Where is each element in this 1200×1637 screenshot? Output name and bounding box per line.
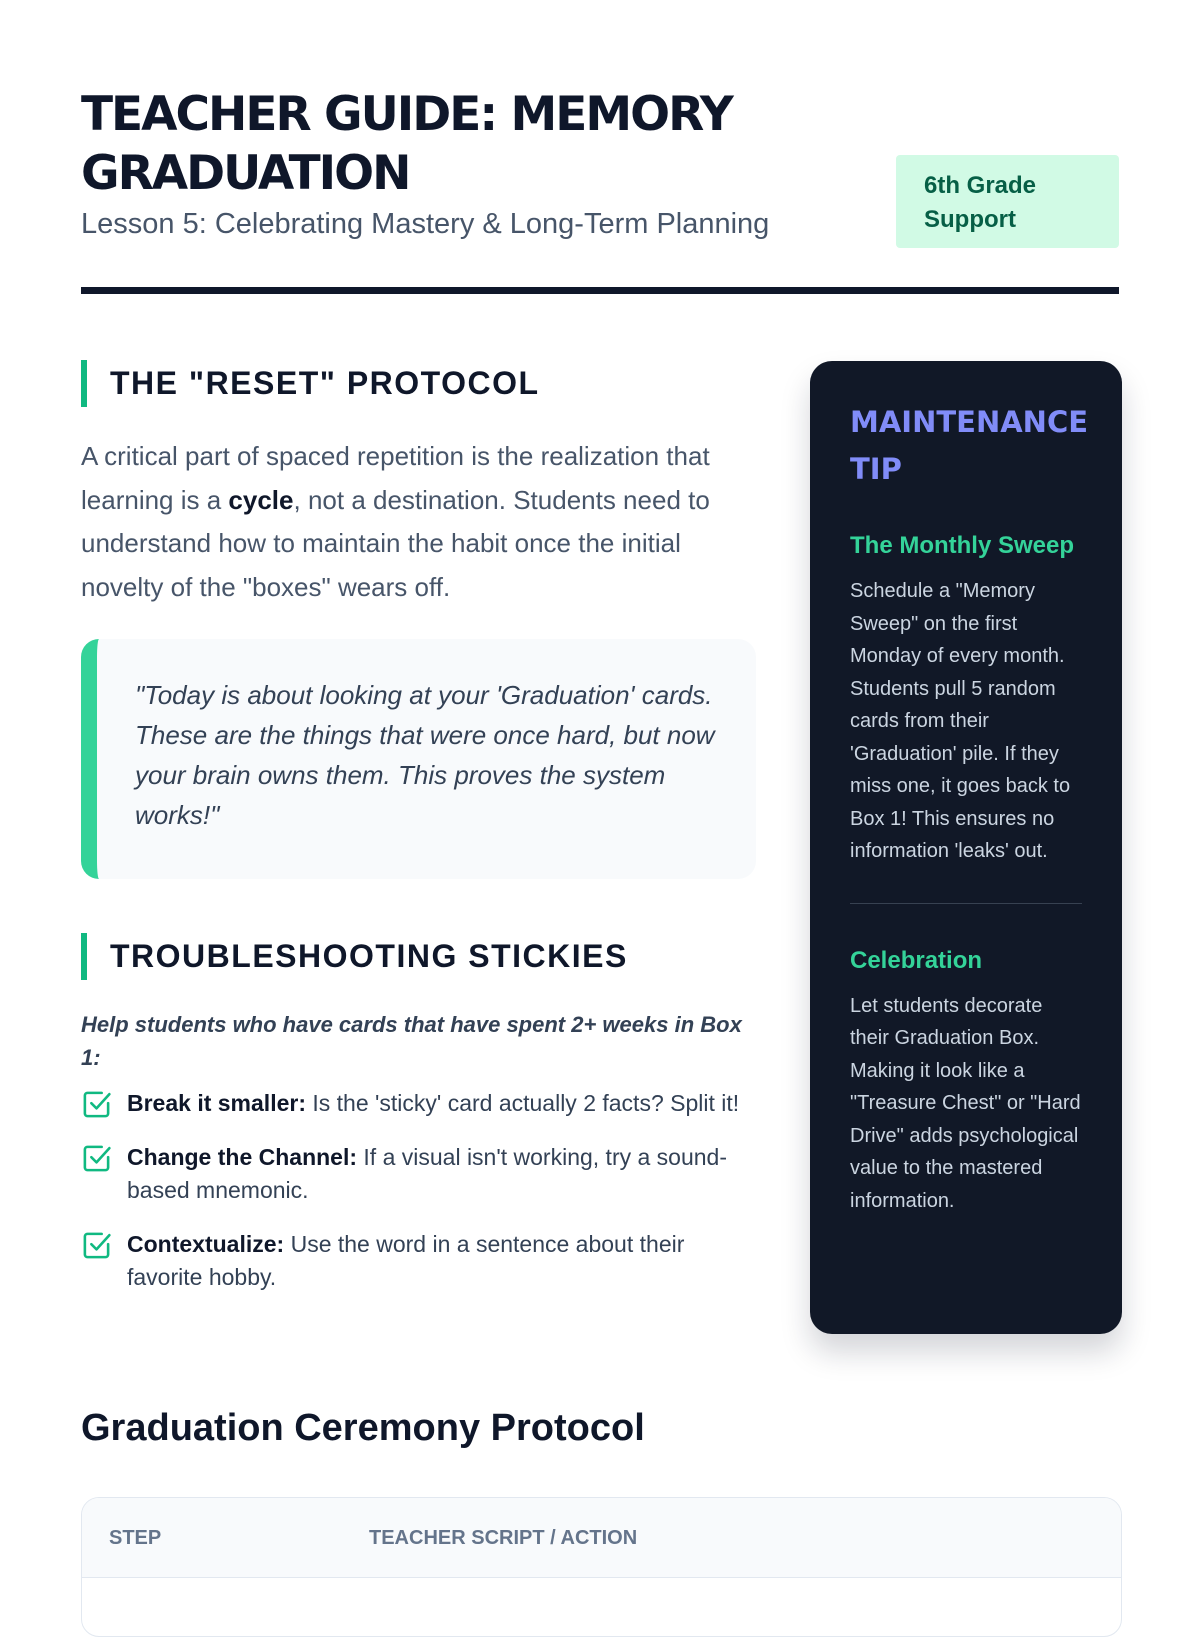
troubleshooting-help-text: Help students who have cards that have spent 2+ weeks in Box 1:: [81, 1012, 742, 1070]
list-item: [81, 1141, 756, 1207]
intro-emphasis: cycle: [228, 484, 294, 515]
list-item-text: Is the 'sticky' card actually 2 facts? Split it!: [305, 1090, 740, 1116]
troubleshooting-heading: TROUBLESHOOTING STICKIES: [81, 933, 756, 980]
list-item-label: Break it smaller:: [127, 1090, 306, 1116]
checkbox-icon: [81, 1143, 112, 1174]
column-header-step: STEP: [109, 1527, 162, 1549]
teacher-quote: "Today is about looking at your 'Graduation' cards. These are the things that were once hard, but now your brain owns them. This proves the system works!": [81, 639, 756, 879]
sidebar-divider: [850, 903, 1082, 904]
checkbox-icon: [81, 1089, 112, 1120]
reset-protocol-intro: [81, 435, 756, 609]
list-item-text: If a visual isn't working, try a sound-based mnemonic.: [127, 1144, 728, 1203]
maintenance-tip-title: MAINTENANCE TIP: [850, 405, 1089, 486]
page-title: TEACHER GUIDE: MEMORY GRADUATION: [81, 87, 732, 201]
main-content: [81, 360, 756, 1315]
column-header-script: TEACHER SCRIPT / ACTION: [369, 1527, 638, 1549]
grade-badge: 6th Grade Support: [896, 155, 1119, 248]
checkbox-icon: [81, 1230, 112, 1261]
document-header: [81, 80, 1119, 294]
maintenance-tip-card: [810, 361, 1122, 1334]
ceremony-section-title: Graduation Ceremony Protocol: [81, 1407, 645, 1449]
intro-text-start: A critical part of spaced repetition is the realization that learning is a: [81, 441, 710, 515]
troubleshooting-list: [81, 1087, 756, 1294]
intro-text-end: , not a destination. Students need to understand how to maintain the habit once the initial novelty of the "boxes" wears off.: [81, 484, 710, 602]
ceremony-table: [81, 1497, 1122, 1637]
list-item-label: Change the Channel:: [127, 1144, 358, 1170]
table-header-row: [82, 1498, 1121, 1578]
list-item: [81, 1228, 756, 1294]
list-item-label: Contextualize:: [127, 1231, 285, 1257]
lesson-subtitle: Lesson 5: Celebrating Mastery & Long-Term Planning: [81, 208, 770, 240]
monthly-sweep-body: Schedule a "Memory Sweep" on the first Monday of every month. Students pull 5 random cards from their 'Graduation' pile. If they miss one, it goes back to Box 1! This ensures no information 'leaks' out.: [850, 580, 1071, 862]
reset-protocol-heading: THE "RESET" PROTOCOL: [81, 360, 756, 407]
celebration-title: Celebration: [850, 946, 983, 974]
list-item-text: Use the word in a sentence about their favorite hobby.: [127, 1231, 685, 1290]
list-item: [81, 1087, 756, 1120]
celebration-body: Let students decorate their Graduation Box. Making it look like a "Treasure Chest" or "Hard Drive" adds psychological value to the mastered information.: [850, 994, 1081, 1212]
monthly-sweep-title: The Monthly Sweep: [850, 532, 1075, 559]
